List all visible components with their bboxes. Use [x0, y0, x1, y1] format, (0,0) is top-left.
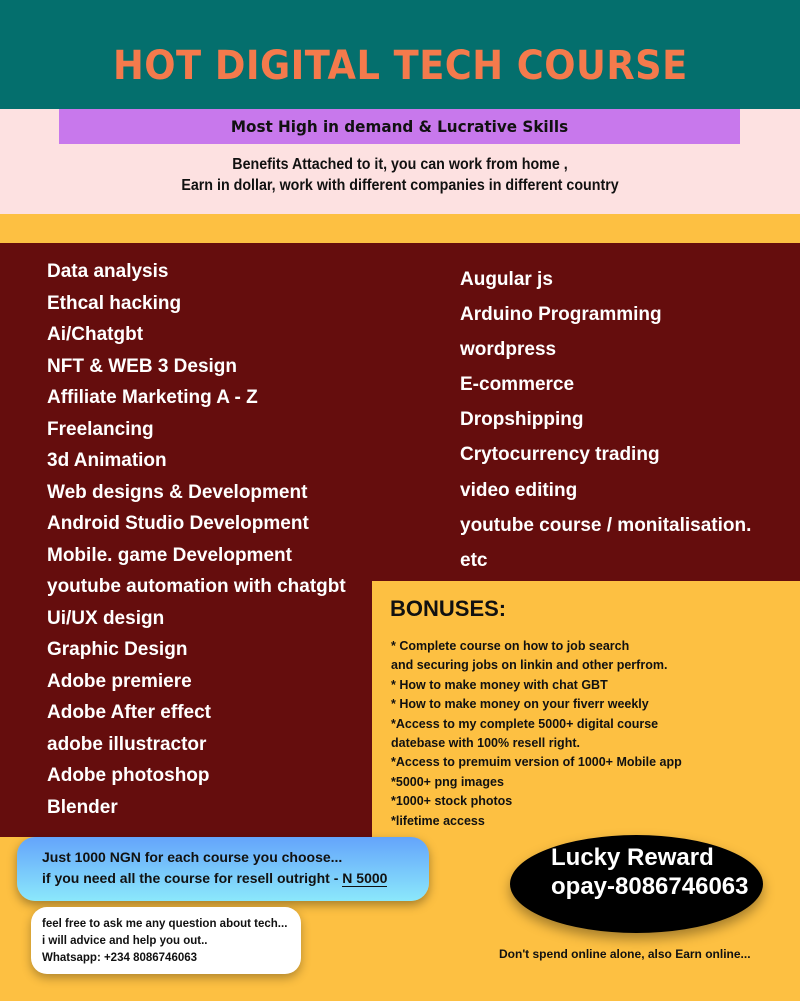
course-item: Arduino Programming [460, 304, 662, 326]
bonus-item: *5000+ png images [391, 774, 504, 789]
course-item: Ai/Chatgbt [47, 324, 144, 345]
course-item: Data analysis [47, 261, 169, 282]
header-banner [0, 0, 800, 109]
course-item: Ethcal hacking [47, 292, 182, 314]
whatsapp-number: Whatsapp: +234 8086746063 [42, 952, 198, 964]
course-item: Android Studio Development [47, 513, 309, 534]
course-list-left [47, 259, 346, 826]
bonus-item: datebase with 100% resell right. [391, 735, 580, 750]
contact-callout [31, 907, 301, 974]
course-item: Adobe premiere [47, 670, 192, 692]
course-item: Mobile. game Development [47, 544, 292, 566]
course-item: Ui/UX design [47, 607, 165, 629]
course-item: Freelancing [47, 418, 154, 440]
course-item: adobe illustractor [47, 733, 207, 755]
pricing-line-2 [42, 868, 429, 889]
course-item: youtube course / monitalisation. [460, 514, 752, 536]
bonuses-list [391, 637, 682, 831]
bonus-item: *1000+ stock photos [391, 794, 513, 809]
resell-price: N 5000 [342, 870, 388, 886]
bonus-item: and securing jobs on linkin and other perfrom. [391, 658, 668, 673]
footer-slogan: Don't spend online alone, also Earn online... [499, 947, 751, 961]
pricing-line-1: Just 1000 NGN for each course you choose... [42, 849, 343, 865]
course-item: youtube automation with chatgbt [47, 576, 346, 597]
contact-line-2: i will advice and help you out.. [42, 935, 208, 947]
pricing-callout [17, 837, 429, 901]
course-item: Affiliate Marketing A - Z [47, 387, 258, 408]
course-list-right [460, 266, 751, 582]
contact-line-1: feel free to ask me any question about tech... [42, 918, 288, 930]
benefits-text [0, 154, 800, 196]
bonus-item: * Complete course on how to job search [391, 639, 630, 653]
course-item: Adobe After effect [47, 702, 211, 723]
course-item: Blender [47, 796, 118, 818]
benefits-line-2: Earn in dollar, work with different companies in different country [181, 177, 619, 194]
course-item: E-commerce [460, 374, 575, 396]
pricing-line-2-text: if you need all the course for resell outright - [42, 870, 343, 886]
course-item: video editing [460, 479, 578, 501]
bonus-item: *Access to my complete 5000+ digital course [391, 716, 659, 731]
bonus-item: * How to make money with chat GBT [391, 677, 608, 692]
course-item: Augular js [460, 269, 553, 290]
course-item: Dropshipping [460, 409, 584, 431]
course-item: 3d Animation [47, 450, 167, 471]
bonus-item: * How to make money on your fiverr weekly [391, 697, 649, 712]
course-item: Crytocurrency trading [460, 444, 660, 466]
course-item: Graphic Design [47, 639, 188, 660]
reward-text [551, 843, 748, 901]
course-item: wordpress [460, 339, 557, 361]
course-item: Web designs & Development [47, 481, 308, 503]
reward-title: Lucky Reward [551, 844, 714, 871]
page-title: HOT DIGITAL TECH COURSE [112, 42, 688, 89]
tagline: Most High in demand & Lucrative Skills [230, 117, 569, 136]
bonus-item: *Access to premuim version of 1000+ Mobile app [391, 755, 682, 770]
reward-account: opay-8086746063 [551, 873, 749, 900]
course-item: etc [460, 549, 488, 571]
course-item: NFT & WEB 3 Design [47, 355, 238, 377]
course-item: Adobe photoshop [47, 765, 210, 786]
tagline-bar [59, 109, 740, 144]
bonus-item: *lifetime access [391, 813, 485, 828]
bonuses-heading: BONUSES: [390, 596, 507, 621]
benefits-line-1: Benefits Attached to it, you can work from home , [232, 156, 568, 173]
